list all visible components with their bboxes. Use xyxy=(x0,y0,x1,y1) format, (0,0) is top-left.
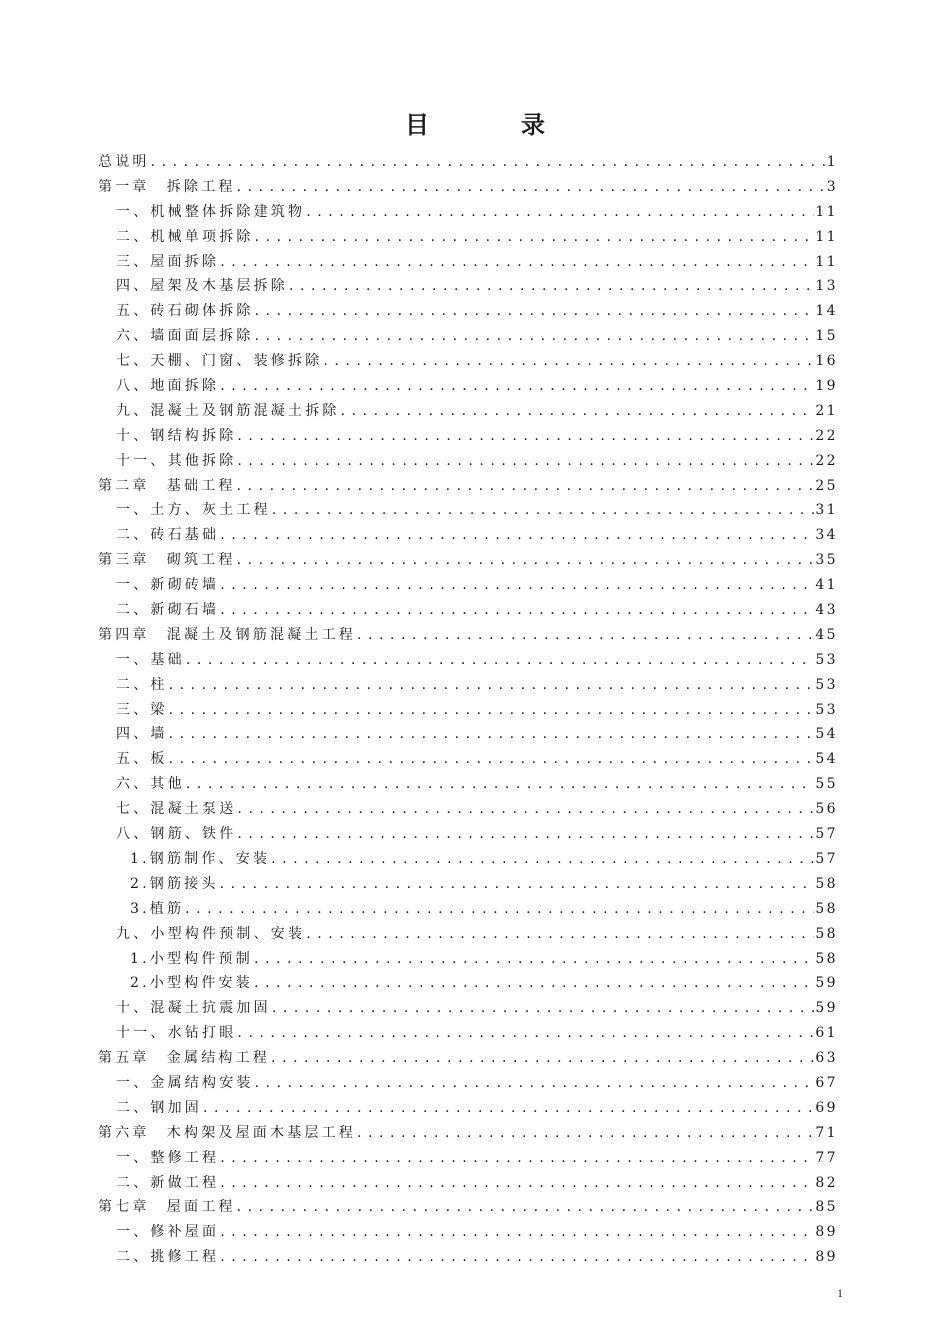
toc-dot-leader xyxy=(323,349,814,374)
toc-entry-page: 43 xyxy=(815,602,838,619)
toc-entry[interactable] xyxy=(98,474,838,499)
toc-entry-label: 二、柱 xyxy=(116,676,168,693)
toc-entry-label: 一、土方、灰土工程 xyxy=(116,502,271,519)
toc-entry-label: 十一、其他拆除 xyxy=(116,452,237,469)
toc-entry-page: 67 xyxy=(815,1074,838,1091)
toc-entry-label: 第三章 砌筑工程 xyxy=(98,552,236,569)
toc-entry-page: 22 xyxy=(815,427,838,444)
toc-entry-page: 22 xyxy=(815,452,838,469)
toc-entry-label: 二、机械单项拆除 xyxy=(116,228,254,245)
toc-dot-leader xyxy=(255,1071,815,1096)
toc-entry-page: 45 xyxy=(815,626,838,643)
toc-entry[interactable] xyxy=(98,573,838,598)
toc-entry-label: 九、小型构件预制、安装 xyxy=(116,925,306,942)
toc-entry-label: 第二章 基础工程 xyxy=(98,477,236,494)
toc-entry-page: 34 xyxy=(815,527,838,544)
toc-entry-label: 第四章 混凝土及钢筋混凝土工程 xyxy=(98,626,356,643)
toc-entry-label: 一、新砌砖墙 xyxy=(116,577,220,594)
toc-entry[interactable] xyxy=(98,150,838,175)
toc-entry-page: 53 xyxy=(815,701,838,718)
toc-dot-leader xyxy=(185,897,814,922)
toc-entry-page: 63 xyxy=(815,1050,838,1067)
toc-entry-label: 1.小型构件预制 xyxy=(130,950,253,967)
toc-dot-leader xyxy=(237,797,814,822)
toc-entry[interactable] xyxy=(98,1146,838,1171)
toc-entry[interactable] xyxy=(98,698,838,723)
toc-entry-page: 16 xyxy=(815,353,838,370)
toc-entry-page: 13 xyxy=(815,278,838,295)
toc-entry-page: 53 xyxy=(815,676,838,693)
toc-dot-leader xyxy=(255,299,815,324)
toc-entry-label: 第六章 木构架及屋面木基层工程 xyxy=(98,1124,356,1141)
toc-entry-page: 11 xyxy=(815,203,838,220)
toc-entry-page: 57 xyxy=(815,826,838,843)
toc-entry-page: 58 xyxy=(815,900,838,917)
toc-entry-page: 57 xyxy=(815,850,838,867)
toc-dot-leader xyxy=(169,698,815,723)
toc-entry[interactable] xyxy=(98,1171,838,1196)
toc-entry[interactable] xyxy=(98,1121,838,1146)
toc-entry-label: 四、墙 xyxy=(116,726,168,743)
toc-entry[interactable] xyxy=(98,996,838,1021)
toc-entry-page: 54 xyxy=(815,751,838,768)
toc-entry-label: 一、修补屋面 xyxy=(116,1224,220,1241)
toc-entry[interactable] xyxy=(98,299,838,324)
toc-entry-page: 56 xyxy=(815,801,838,818)
toc-dot-leader xyxy=(220,598,814,623)
toc-entry-page: 59 xyxy=(815,975,838,992)
toc-dot-leader xyxy=(237,1021,814,1046)
toc-entry-label: 总说明 xyxy=(98,154,150,170)
toc-dot-leader xyxy=(186,772,815,797)
toc-dot-leader xyxy=(272,996,815,1021)
toc-entry-page: 58 xyxy=(815,950,838,967)
toc-dot-leader xyxy=(186,648,815,673)
toc-entry[interactable] xyxy=(98,175,838,200)
toc-entry[interactable] xyxy=(98,1021,838,1046)
toc-entry-page: 15 xyxy=(815,328,838,345)
toc-entry[interactable] xyxy=(98,274,838,299)
table-of-contents xyxy=(98,150,838,1270)
toc-dot-leader xyxy=(306,922,814,947)
toc-entry-page: 77 xyxy=(815,1149,838,1166)
toc-entry[interactable] xyxy=(98,424,838,449)
toc-entry-label: 六、其他 xyxy=(116,776,185,793)
toc-entry-label: 3.植筋 xyxy=(130,900,185,917)
toc-entry-label: 八、地面拆除 xyxy=(116,378,220,395)
toc-entry[interactable] xyxy=(98,598,838,623)
toc-entry[interactable] xyxy=(98,847,838,872)
toc-entry-page: 69 xyxy=(815,1099,838,1116)
toc-dot-leader xyxy=(237,822,814,847)
toc-dot-leader xyxy=(169,747,815,772)
toc-entry[interactable] xyxy=(98,548,838,573)
toc-dot-leader xyxy=(237,548,815,573)
toc-entry-label: 2.小型构件安装 xyxy=(130,975,253,992)
toc-entry-page: 25 xyxy=(815,477,838,494)
toc-entry[interactable] xyxy=(98,947,838,972)
toc-entry-label: 三、梁 xyxy=(116,701,168,718)
toc-entry[interactable] xyxy=(98,200,838,225)
toc-dot-leader xyxy=(254,971,814,996)
toc-entry[interactable] xyxy=(98,747,838,772)
toc-entry[interactable] xyxy=(98,822,838,847)
toc-entry-page: 71 xyxy=(815,1124,838,1141)
toc-entry[interactable] xyxy=(98,399,838,424)
toc-entry-label: 三、屋面拆除 xyxy=(116,253,220,270)
toc-entry-label: 八、钢筋、铁件 xyxy=(116,826,237,843)
toc-entry-page: 31 xyxy=(815,502,838,519)
toc-entry-label: 第七章 屋面工程 xyxy=(98,1199,236,1216)
toc-dot-leader xyxy=(237,474,815,499)
toc-entry-label: 二、新砌石墙 xyxy=(116,602,220,619)
toc-dot-leader xyxy=(357,623,814,648)
toc-entry-page: 11 xyxy=(815,253,838,270)
toc-entry[interactable] xyxy=(98,648,838,673)
toc-entry-page: 89 xyxy=(815,1249,838,1266)
toc-entry[interactable] xyxy=(98,623,838,648)
toc-entry-page: 35 xyxy=(815,552,838,569)
toc-entry-label: 第五章 金属结构工程 xyxy=(98,1050,270,1067)
toc-entry-label: 十、混凝土抗震加固 xyxy=(116,1000,271,1017)
toc-entry[interactable] xyxy=(98,872,838,897)
toc-dot-leader xyxy=(255,225,815,250)
page-title: 目 录 xyxy=(405,111,579,139)
toc-entry-page: 53 xyxy=(815,651,838,668)
toc-entry-label: 二、挑修工程 xyxy=(116,1249,220,1266)
toc-entry-page: 58 xyxy=(815,925,838,942)
toc-entry-label: 二、新做工程 xyxy=(116,1174,220,1191)
toc-entry[interactable] xyxy=(98,1096,838,1121)
toc-entry-label: 一、基础 xyxy=(116,651,185,668)
toc-entry[interactable] xyxy=(98,324,838,349)
toc-dot-leader xyxy=(271,847,814,872)
toc-entry[interactable] xyxy=(98,897,838,922)
toc-entry-label: 六、墙面面层拆除 xyxy=(116,328,254,345)
toc-dot-leader xyxy=(237,424,814,449)
toc-dot-leader xyxy=(237,1195,815,1220)
toc-entry-page: 14 xyxy=(815,303,838,320)
toc-dot-leader xyxy=(220,1171,814,1196)
toc-entry[interactable] xyxy=(98,971,838,996)
toc-entry[interactable] xyxy=(98,1245,838,1270)
toc-dot-leader xyxy=(169,673,815,698)
toc-entry-label: 五、砖石砌体拆除 xyxy=(116,303,254,320)
toc-entry-label: 九、混凝土及钢筋混凝土拆除 xyxy=(116,402,340,419)
toc-entry-page: 59 xyxy=(815,1000,838,1017)
toc-entry-page: 21 xyxy=(815,402,838,419)
toc-entry[interactable] xyxy=(98,449,838,474)
toc-entry[interactable] xyxy=(98,1195,838,1220)
toc-entry[interactable] xyxy=(98,797,838,822)
toc-entry-page: 85 xyxy=(815,1199,838,1216)
toc-entry-label: 二、钢加固 xyxy=(116,1099,202,1116)
toc-entry-label: 第一章 拆除工程 xyxy=(98,178,236,195)
toc-dot-leader xyxy=(220,872,815,897)
toc-dot-leader xyxy=(220,250,814,275)
toc-entry-page: 19 xyxy=(815,378,838,395)
toc-dot-leader xyxy=(289,274,814,299)
toc-entry-label: 二、砖石基础 xyxy=(116,527,220,544)
toc-dot-leader xyxy=(272,498,815,523)
toc-entry-page: 55 xyxy=(815,776,838,793)
toc-entry-page: 82 xyxy=(815,1174,838,1191)
toc-dot-leader xyxy=(237,175,826,200)
toc-dot-leader xyxy=(341,399,815,424)
toc-entry-page: 61 xyxy=(815,1025,838,1042)
toc-entry-page: 1 xyxy=(826,154,838,170)
toc-dot-leader xyxy=(220,1220,814,1245)
toc-entry[interactable] xyxy=(98,349,838,374)
toc-dot-leader xyxy=(220,1146,814,1171)
toc-dot-leader xyxy=(220,573,814,598)
toc-dot-leader xyxy=(169,722,815,747)
toc-entry[interactable] xyxy=(98,772,838,797)
toc-dot-leader xyxy=(220,374,814,399)
toc-entry-label: 一、机械整体拆除建筑物 xyxy=(116,203,306,220)
toc-entry-label: 一、金属结构安装 xyxy=(116,1074,254,1091)
toc-entry[interactable] xyxy=(98,225,838,250)
toc-entry-label: 七、天棚、门窗、装修拆除 xyxy=(116,353,323,370)
toc-dot-leader xyxy=(306,200,814,225)
toc-entry[interactable] xyxy=(98,250,838,275)
toc-dot-leader xyxy=(255,324,815,349)
toc-dot-leader xyxy=(271,1046,814,1071)
toc-entry-label: 四、屋架及木基层拆除 xyxy=(116,278,288,295)
toc-entry[interactable] xyxy=(98,498,838,523)
toc-entry[interactable] xyxy=(98,922,838,947)
toc-entry-label: 七、混凝土泵送 xyxy=(116,801,237,818)
toc-entry-page: 11 xyxy=(815,228,838,245)
page-number: 1 xyxy=(837,1286,843,1300)
toc-dot-leader xyxy=(254,947,814,972)
toc-entry-label: 五、板 xyxy=(116,751,168,768)
toc-entry-label: 十一、水钻打眼 xyxy=(116,1025,237,1042)
toc-entry-page: 3 xyxy=(826,178,838,195)
toc-entry-label: 2.钢筋接头 xyxy=(130,875,219,892)
toc-entry-label: 十、钢结构拆除 xyxy=(116,427,237,444)
toc-entry-page: 58 xyxy=(815,875,838,892)
toc-dot-leader xyxy=(357,1121,814,1146)
toc-entry[interactable] xyxy=(98,673,838,698)
toc-entry-label: 一、整修工程 xyxy=(116,1149,220,1166)
toc-entry[interactable] xyxy=(98,523,838,548)
toc-entry[interactable] xyxy=(98,1046,838,1071)
toc-entry[interactable] xyxy=(98,1220,838,1245)
toc-dot-leader xyxy=(151,150,826,175)
toc-entry-page: 89 xyxy=(815,1224,838,1241)
toc-entry-page: 54 xyxy=(815,726,838,743)
toc-dot-leader xyxy=(220,523,814,548)
toc-dot-leader xyxy=(220,1245,814,1270)
toc-entry-page: 41 xyxy=(815,577,838,594)
toc-entry-label: 1.钢筋制作、安装 xyxy=(130,850,271,867)
toc-entry[interactable] xyxy=(98,374,838,399)
toc-entry[interactable] xyxy=(98,722,838,747)
toc-dot-leader xyxy=(203,1096,814,1121)
toc-entry[interactable] xyxy=(98,1071,838,1096)
toc-dot-leader xyxy=(237,449,814,474)
